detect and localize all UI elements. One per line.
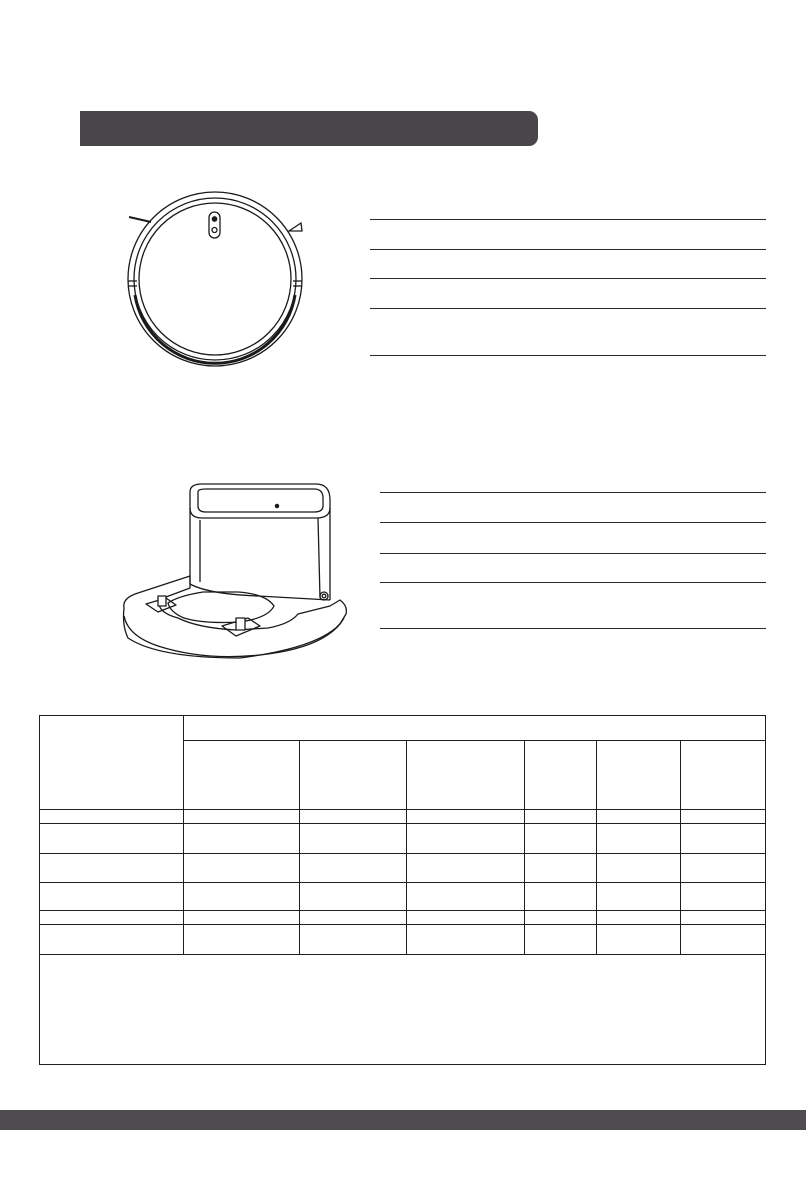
- robot-spec-row: [370, 249, 766, 279]
- table-rule: [40, 853, 765, 854]
- table-rule: [40, 809, 765, 810]
- dock-spec-row: [380, 492, 766, 523]
- robot-spec-list: [370, 219, 766, 359]
- specification-table: [39, 715, 766, 1065]
- table-rule: [596, 740, 597, 954]
- table-rule: [524, 740, 525, 954]
- dock-spec-row: [380, 553, 766, 583]
- table-rule: [299, 740, 300, 954]
- table-rule: [406, 740, 407, 954]
- robot-spec-row: [370, 308, 766, 356]
- spec-divider: [380, 628, 766, 629]
- table-rule: [40, 910, 765, 911]
- dock-spec-list: [380, 492, 766, 632]
- section-header-bar: [80, 111, 538, 146]
- table-rule: [40, 924, 765, 925]
- spec-divider: [370, 355, 766, 356]
- table-rule: [680, 740, 681, 954]
- table-rule: [183, 740, 765, 741]
- table-rule: [183, 716, 184, 954]
- robot-spec-row: [370, 278, 766, 309]
- footer-bar: [0, 1110, 806, 1130]
- table-rule: [40, 882, 765, 883]
- robot-vacuum-illustration: [115, 185, 315, 375]
- table-rule: [40, 823, 765, 824]
- table-rule: [40, 954, 765, 955]
- robot-spec-row: [370, 219, 766, 250]
- dock-spec-row: [380, 522, 766, 554]
- dock-spec-row: [380, 582, 766, 629]
- charging-dock-illustration: [118, 478, 348, 664]
